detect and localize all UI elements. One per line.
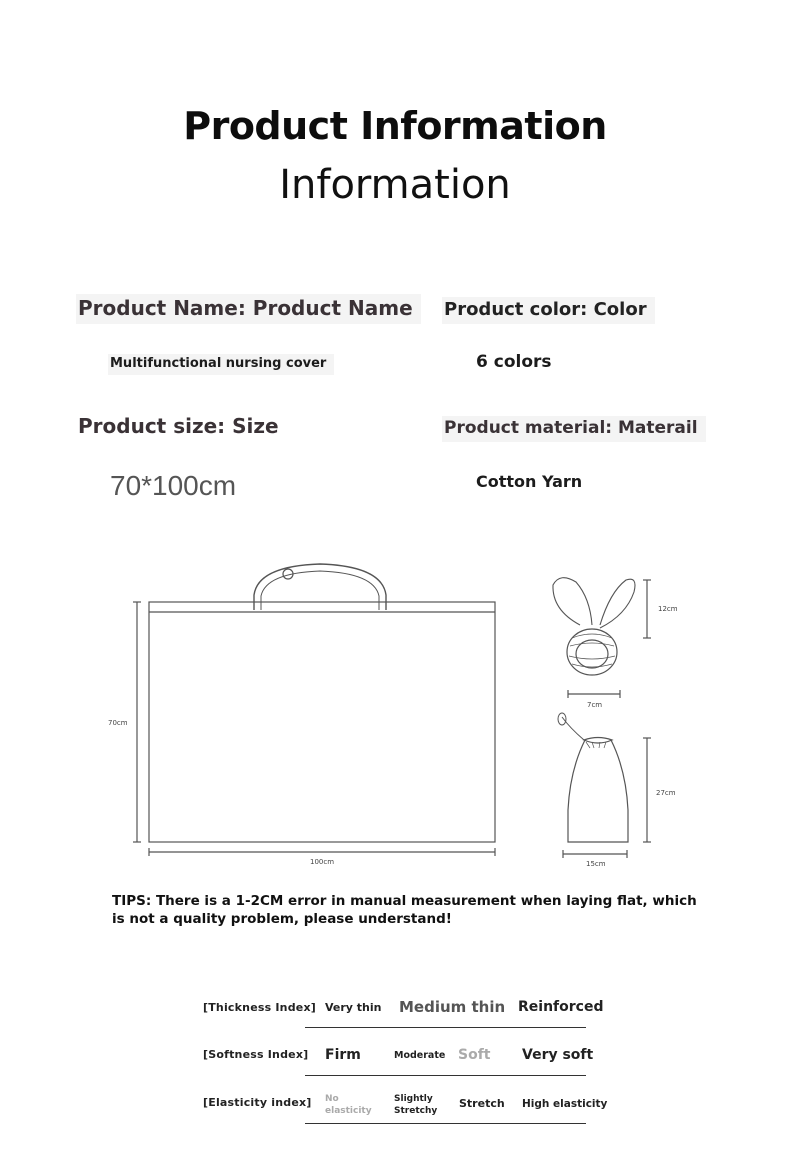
softness-option-moderate: Moderate xyxy=(394,1050,446,1061)
softness-index-label: [Softness Index] xyxy=(203,1048,309,1061)
product-size-value: 70*100cm xyxy=(110,470,237,501)
toy-height-label: 12cm xyxy=(658,605,678,613)
table-divider xyxy=(305,1123,586,1124)
product-name-value: Multifunctional nursing cover xyxy=(108,354,334,375)
bag-height-label: 27cm xyxy=(656,789,676,797)
elasticity-option-slightly-stretchy: Slightly Stretchy xyxy=(394,1094,438,1116)
elasticity-index-label: [Elasticity index] xyxy=(203,1096,312,1109)
cover-outline xyxy=(149,602,495,842)
thickness-option-very-thin: Very thin xyxy=(325,1001,382,1014)
table-divider xyxy=(305,1075,586,1076)
cover-height-label: 70cm xyxy=(108,719,128,727)
product-material-value: Cotton Yarn xyxy=(476,472,583,491)
toy-width-label: 7cm xyxy=(587,701,603,709)
thickness-index-label: [Thickness Index] xyxy=(203,1001,316,1014)
product-color-value: 6 colors xyxy=(476,352,552,372)
cover-width-label: 100cm xyxy=(310,858,335,866)
product-color-label: Product color: Color xyxy=(442,297,655,324)
drawstring-bag xyxy=(558,713,628,842)
dimension-diagram xyxy=(100,530,720,875)
elasticity-option-stretch: Stretch xyxy=(459,1097,505,1110)
table-divider xyxy=(305,1027,586,1028)
product-material-label: Product material: Materail xyxy=(442,416,706,442)
thickness-option-medium-thin: Medium thin xyxy=(399,998,506,1016)
thickness-option-reinforced: Reinforced xyxy=(518,999,604,1015)
tips-note: TIPS: There is a 1-2CM error in manual measurement when laying flat, which is not a quality problem, please understand! xyxy=(112,893,697,927)
bunny-teether xyxy=(553,578,635,675)
page-subtitle: Information xyxy=(279,162,511,208)
product-size-label: Product size: Size xyxy=(78,414,279,438)
elasticity-option-none: No elasticity xyxy=(325,1094,372,1116)
elasticity-option-high: High elasticity xyxy=(522,1098,608,1110)
softness-option-soft: Soft xyxy=(458,1047,491,1063)
page-title: Product Information xyxy=(183,104,607,148)
softness-option-very-soft: Very soft xyxy=(522,1047,594,1063)
product-name-label: Product Name: Product Name xyxy=(76,294,421,324)
bag-width-label: 15cm xyxy=(586,860,606,868)
softness-option-firm: Firm xyxy=(325,1047,361,1063)
